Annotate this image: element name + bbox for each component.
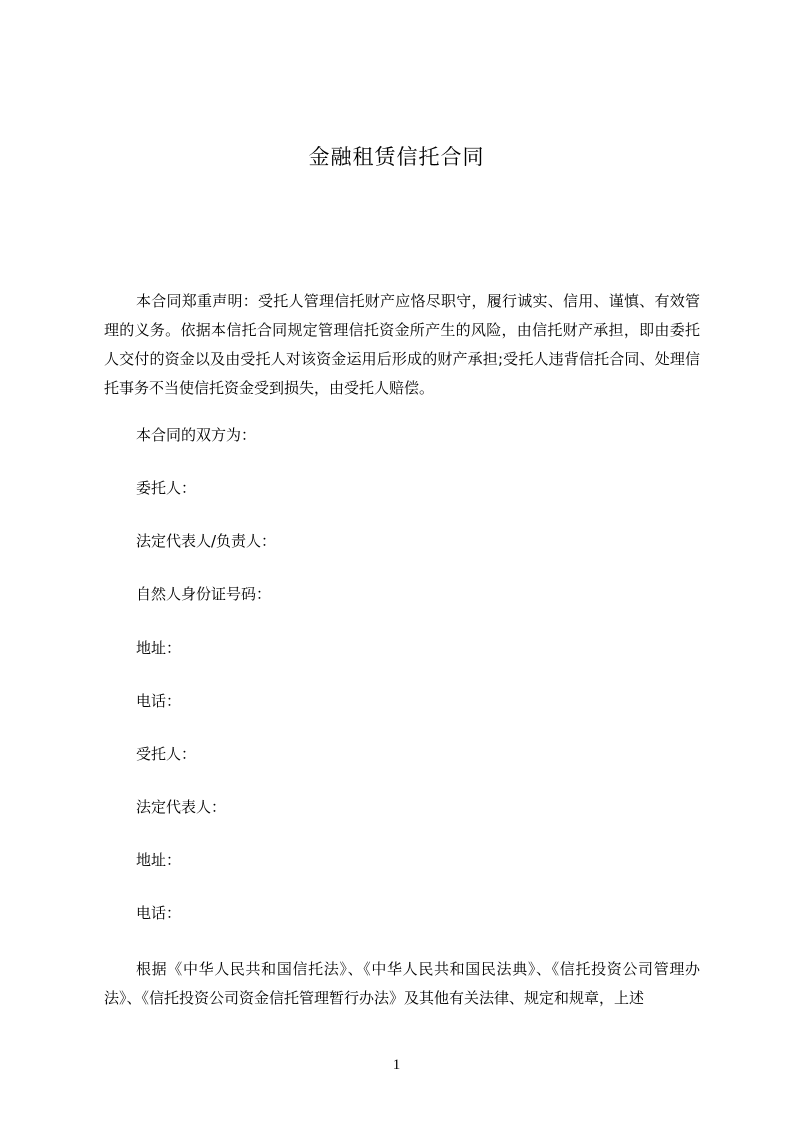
field-principal-id-number: 自然人身份证号码： (136, 585, 272, 603)
page-number: 1 (392, 1057, 401, 1073)
legal-basis-paragraph: 根据《中华人民共和国信托法》、《中华人民共和国民法典》、《信托投资公司管理办法》、《信托投资公司资金信托管理暂行办法》及其他有关法律、规定和规章，上述 (104, 960, 700, 1007)
declaration-paragraph: 本合同郑重声明：受托人管理信托财产应恪尽职守，履行诚实、信用、谨慎、有效管理的义务。依据本信托合同规定管理信托资金所产生的风险，由信托财产承担，即由委托人交付的资金以及由受托人对该资金运用后形成的财产承担;受托人违背信托合同、处理信托事务不当使信托资金受到损失，由受托人赔偿。 (104, 292, 700, 397)
parties-intro: 本合同的双方为： (136, 426, 257, 444)
field-principal-address: 地址： (136, 639, 182, 657)
field-trustee-phone: 电话： (136, 904, 182, 922)
document-title: 金融租赁信托合同 (308, 145, 485, 169)
field-principal: 委托人： (136, 479, 197, 497)
field-trustee-legal-rep: 法定代表人： (136, 798, 227, 816)
field-principal-phone: 电话： (136, 692, 182, 710)
field-principal-legal-rep: 法定代表人/负责人： (136, 532, 277, 550)
field-trustee: 受托人： (136, 745, 197, 763)
field-trustee-address: 地址： (136, 851, 182, 869)
